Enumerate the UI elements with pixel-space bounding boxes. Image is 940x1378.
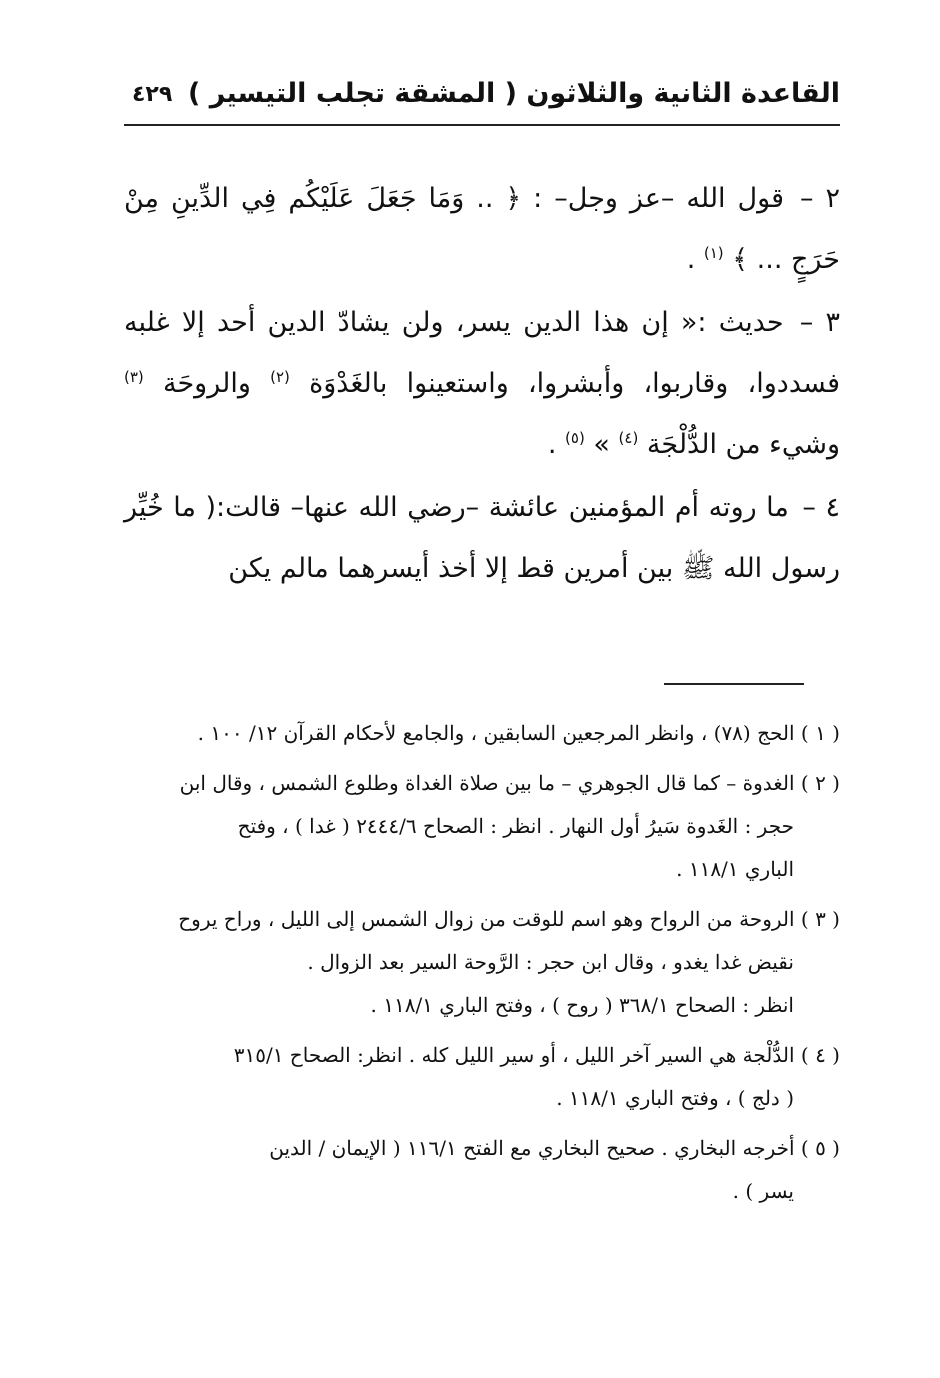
item-2 <box>124 168 840 290</box>
footnote-line: ( ٤ ) الدُّلْجة هي السير آخر الليل ، أو سير الليل كله . انظر: الصحاح ٣١٥/١ <box>233 1043 840 1067</box>
footnote-line: ( ٣ ) الروحة من الرواح وهو اسم للوقت من زوال الشمس إلى الليل ، وراح يروح <box>178 907 840 931</box>
footnote-line: ( دلج ) ، وفتح الباري ١١٨/١ . <box>556 1086 794 1110</box>
footnote-ref: (٢) <box>270 368 290 386</box>
footnote-line: ( ٥ ) أخرجه البخاري . صحيح البخاري مع الفتح ١١٦/١ ( الإيمان / الدين <box>269 1136 840 1160</box>
item-text: . <box>547 429 557 460</box>
page-number: ٤٢٩ <box>132 82 173 107</box>
footnote-separator <box>664 683 804 685</box>
item-text: حديث :« إن هذا الدين يسر، ولن يشادّ الدين أحد إلا غلبه فسددوا، وقاربوا، وأبشروا، واستعينوا بالغَدْوَة <box>124 307 840 399</box>
item-text: . <box>686 244 696 275</box>
item-3 <box>124 292 840 475</box>
item-4 <box>124 477 840 599</box>
footnote-line: حجر : الغَدوة سَيرُ أول النهار . انظر : الصحاح ٢٤٤٤/٦ ( غدا ) ، وفتح <box>237 814 794 838</box>
item-number: ٤ – <box>802 492 840 523</box>
main-text <box>124 168 840 601</box>
footnote-line: انظر : الصحاح ٣٦٨/١ ( روح ) ، وفتح الباري ١١٨/١ . <box>370 993 794 1017</box>
footnote-ref: (٥) <box>565 429 585 447</box>
item-number: ٢ – <box>800 183 840 214</box>
footnote-line: الباري ١١٨/١ . <box>676 857 794 881</box>
footnote-ref: (٣) <box>124 368 144 386</box>
footnote-3 <box>124 898 840 1027</box>
footnote-line: نقيض غدا يغدو ، وقال ابن حجر : الرَّوحة السير بعد الزوال . <box>307 950 794 974</box>
footnotes <box>124 712 840 1220</box>
footnote-ref: (٤) <box>618 429 639 447</box>
footnote-4 <box>124 1034 840 1120</box>
footnote-ref: (١) <box>703 244 724 262</box>
item-text: » <box>593 429 610 460</box>
item-text: ما روته أم المؤمنين عائشة –رضي الله عنها– قالت:( ما خُيِّر رسول الله ﷺ بين أمرين قط إلا أخذ أيسرهما مالم يكن <box>124 492 840 584</box>
item-text: وشيء من الدُّلْجَة <box>646 429 840 460</box>
chapter-title: القاعدة الثانية والثلاثون ( المشقة تجلب التيسير ) <box>187 78 840 109</box>
item-text: قول الله –عز وجل– : ﴿ .. وَمَا جَعَلَ عَلَيْكُم فِي الدِّينِ مِنْ حَرَجٍ ... ﴾ <box>124 183 840 275</box>
item-number: ٣ – <box>799 307 841 338</box>
footnote-5 <box>124 1127 840 1213</box>
footnote-line: ( ٢ ) الغدوة – كما قال الجوهري – ما بين صلاة الغداة وطلوع الشمس ، وقال ابن <box>179 771 840 795</box>
footnote-2 <box>124 762 840 891</box>
running-header <box>124 78 840 124</box>
footnote-line: ( ١ ) الحج (٧٨) ، وانظر المرجعين السابقين ، والجامع لأحكام القرآن ١٢/ ١٠٠ . <box>197 721 840 745</box>
header-rule <box>124 124 840 126</box>
footnote-1 <box>124 712 840 755</box>
footnote-line: يسر ) . <box>732 1179 794 1203</box>
item-text: والروحَة <box>163 368 251 399</box>
